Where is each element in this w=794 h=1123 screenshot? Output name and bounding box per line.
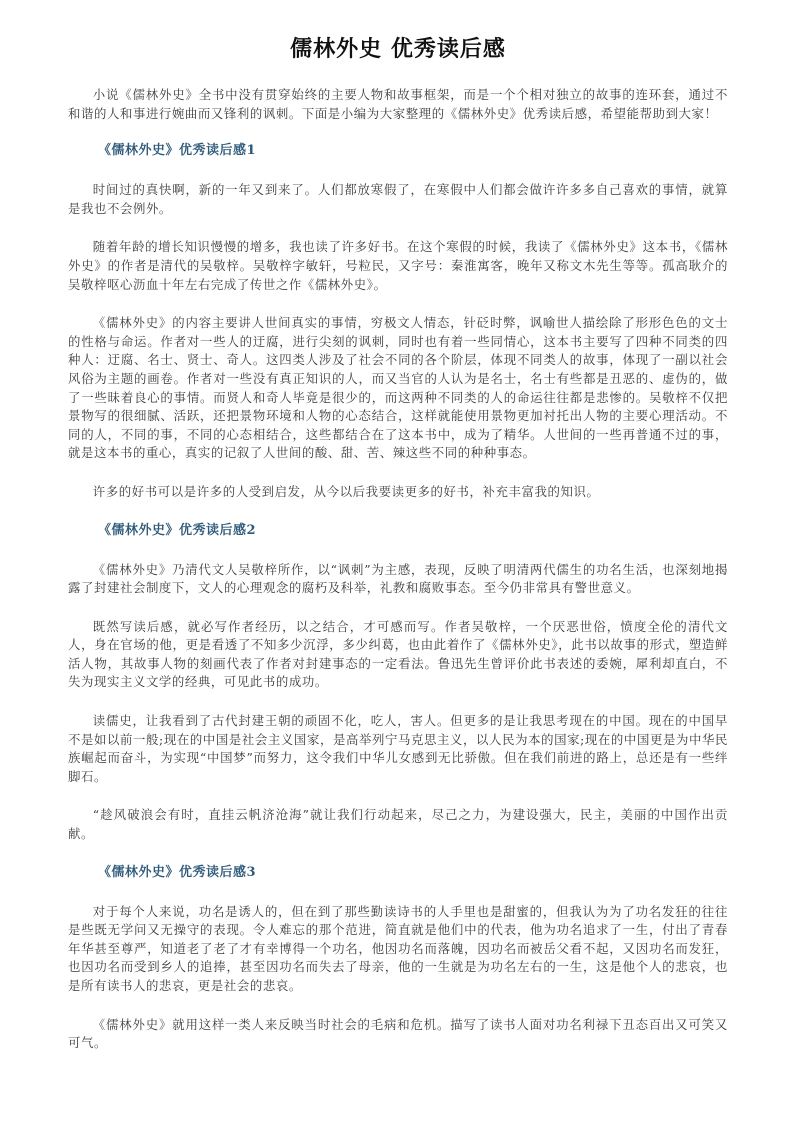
section-1-heading: 《儒林外史》优秀读后感1 [98,143,257,159]
document-page [68,0,728,1053]
section-3-heading: 《儒林外史》优秀读后感3 [98,864,257,880]
section-1-paragraph-1: 时间过的真快啊，新的一年又到来了。人们都放寒假了，在寒假中人们都会做许许多多自己喜欢的事情，就算是我也不会例外。 [68,182,728,216]
section-1-paragraph-4: 许多的好书可以是许多的人受到启发，从今以后我要读更多的好书，补充丰富我的知识。 [92,483,600,499]
intro-paragraph: 小说《儒林外史》全书中没有贯穿始终的主要人物和故事框架，而是一个个相对独立的故事的连环套，通过不和谐的人和事进行婉曲而又锋利的讽刺。下面是小编为大家整理的《儒林外史》优秀读后感，希望能帮助到大家！ [68,87,728,121]
section-2-paragraph-3: 读儒史，让我看到了古代封建王朝的顽固不化，吃人，害人。但更多的是让我思考现在的中国。现在的中国早不是如以前一般;现在的中国是社会主义国家，是高举列宁马克思主义，以人民为本的国家;现在的中国更是为中华民族崛起而奋斗，为实现“中国梦”而努力，这令我们中华儿女感到无比骄傲。但在我们前进的路上，总还是有一些绊脚石。 [68,713,728,784]
section-2-paragraph-2: 既然写读后感，就必写作者经历，以之结合，才可感而写。作者吴敬梓，一个厌恶世俗，愤度全伦的清代文人，身在官场的他，更是看透了不知多少沉浮，多少纠葛，也由此着作了《儒林外史》，此书以故事的形式，塑造鲜活人物，其故事人物的刻画代表了作者对封建事态的一定看法。鲁迅先生曾评价此书表述的委婉，犀利却直白，不失为现实主义文学的经典，可见此书的成功。 [68,618,728,690]
section-2-paragraph-1: 《儒林外史》乃清代文人吴敬梓所作，以“讽刺”为主感，表现，反映了明清两代儒生的功名生活，也深刻地揭露了封建社会制度下，文人的心理观念的腐朽及科举，礼教和腐败事态。至今仍非常具有警世意义。 [68,561,728,596]
section-3-paragraph-1: 对于每个人来说，功名是诱人的，但在到了那些勤读诗书的人手里也是甜蜜的，但我认为为了功名发狂的往往是些既无学问又无操守的表现。令人难忘的那个范进，简直就是他们中的代表，他为功名追求了一生，付出了青春年华甚至尊严，知道老了老了才有幸博得一个功名，他因功名而落魄，因功名而被岳父看不起，又因功名而发狂，也因功名而受到乡人的追捧，甚至因功名而失去了母亲，他的一生就是为功名左右的一生，这是他个人的悲哀，也是所有读书人的悲哀，更是社会的悲哀。 [68,903,728,993]
section-1-paragraph-3: 《儒林外史》的内容主要讲人世间真实的事情，穷极文人情态，针砭时弊，讽喻世人描绘除了形形色色的文士的性格与命运。作者对一些人的迂腐，进行尖刻的讽刺，同时也有着一些同情心，这本书主要写了四种不同类的四种人：迂腐、名士、贤士、奇人。这四类人涉及了社会不同的各个阶层，体现不同类人的故事，体现了一副以社会风俗为主题的画卷。作者对一些没有真正知识的人，而又当官的人认为是名士，名士有些都是丑恶的、虚伪的，做了一些昧着良心的事情。而贤人和奇人毕竟是很少的，而这两种不同类的人的命运往往都是悲惨的。吴敬梓不仅把景物写的很细腻、活跃，还把景物环境和人物的心态结合，这样就能使用景物更加衬托出人物的主要心理活动。不同的人，不同的事，不同的心态相结合，这些都结合在了这本书中，成为了精华。人世间的一些再普通不过的事，就是这本书的重心，真实的记叙了人世间的酸、甜、苦、辣这些不同的种种事态。 [68,315,728,461]
document-title: 儒林外史 优秀读后感 [290,37,506,62]
section-1-paragraph-2: 随着年龄的增长知识慢慢的增多，我也读了许多好书。在这个寒假的时候，我读了《儒林外史》这本书，《儒林外史》的作者是清代的吴敬梓。吴敬梓字敏轩，号粒民，又字号：秦淮寓客，晚年又称文木先生等等。孤高耿介的吴敬梓呕心沥血十年左右完成了传世之作《儒林外史》。 [68,239,728,292]
section-2-paragraph-4: “趁风破浪会有时，直挂云帆济沧海”就让我们行动起来，尽己之力，为建设强大，民主，美丽的中国作出贡献。 [68,807,728,842]
section-3-paragraph-2: 《儒林外史》就用这样一类人来反映当时社会的毛病和危机。描写了读书人面对功名利禄下丑态百出又可笑又可气。 [68,1016,728,1051]
section-2-heading: 《儒林外史》优秀读后感2 [98,522,257,538]
